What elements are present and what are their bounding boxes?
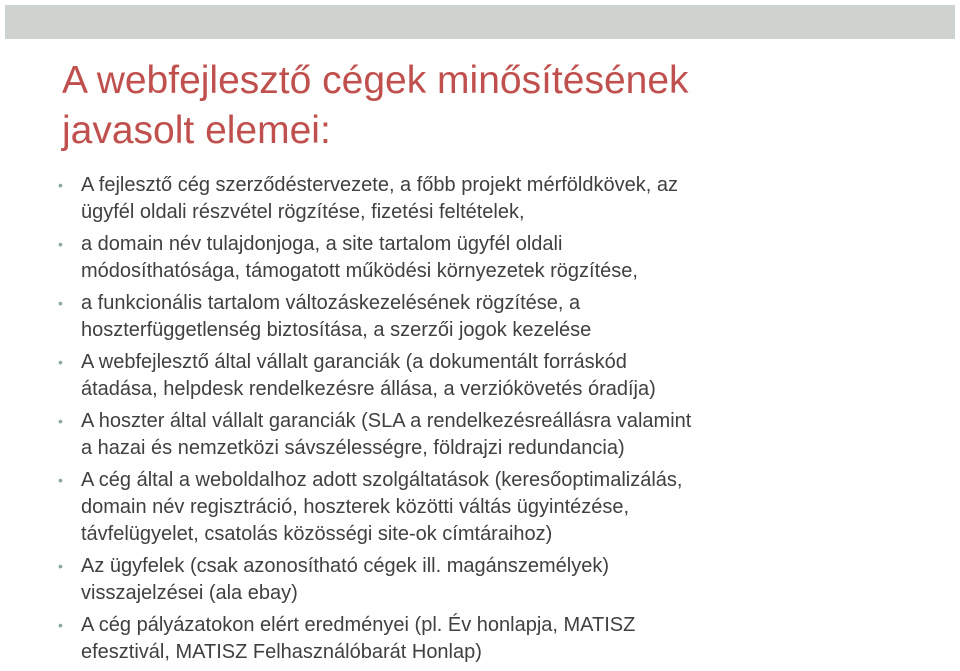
- bullet-text-line: A fejlesztő cég szerződéstervezete, a főbb projekt mérföldkövek, az: [81, 174, 678, 196]
- bullet-item: [58, 290, 918, 344]
- bullet-marker: •: [58, 472, 63, 488]
- bullet-item: [58, 408, 918, 462]
- bullet-text-line: a hazai és nemzetközi sávszélességre, földrajzi redundancia): [81, 437, 625, 459]
- bullet-text-line: átadása, helpdesk rendelkezésre állása, a verziókövetés óradíja): [81, 378, 656, 400]
- bullet-item: [58, 612, 918, 666]
- bullet-text-line: A cég pályázatokon elért eredményei (pl. Év honlapja, MATISZ: [81, 614, 636, 636]
- bullet-text-line: domain név regisztráció, hoszterek közötti váltás ügyintézése,: [81, 496, 630, 518]
- bullet-item: [58, 553, 918, 607]
- bullet-text-line: módosíthatósága, támogatott működési környezetek rögzítése,: [81, 260, 638, 282]
- bullet-item: [58, 172, 918, 226]
- bullet-marker: •: [58, 558, 63, 574]
- bullet-text-line: Az ügyfelek (csak azonosítható cégek ill. magánszemélyek): [81, 555, 610, 577]
- bullet-text-line: A hoszter által vállalt garanciák (SLA a rendelkezésreállásra valamint: [81, 410, 692, 432]
- slide-header-bar: [5, 5, 955, 39]
- slide-title: [62, 56, 922, 156]
- bullet-marker: •: [58, 177, 63, 193]
- bullet-text-line: a funkcionális tartalom változáskezelésének rögzítése, a: [81, 292, 581, 314]
- bullet-marker: •: [58, 236, 63, 252]
- bullet-list: [58, 172, 918, 671]
- bullet-text-line: távfelügyelet, csatolás közösségi site-ok címtáraihoz): [81, 523, 553, 545]
- bullet-marker: •: [58, 413, 63, 429]
- bullet-text-line: visszajelzései (ala ebay): [81, 582, 298, 604]
- bullet-item: [58, 349, 918, 403]
- bullet-item: [58, 467, 918, 548]
- bullet-text-line: efesztivál, MATISZ Felhasználóbarát Honlap): [81, 641, 482, 663]
- bullet-marker: •: [58, 295, 63, 311]
- bullet-item: [58, 231, 918, 285]
- bullet-text-line: hoszterfüggetlenség biztosítása, a szerzői jogok kezelése: [81, 319, 592, 341]
- bullet-text-line: A cég által a weboldalhoz adott szolgáltatások (keresőoptimalizálás,: [81, 469, 683, 491]
- bullet-marker: •: [58, 617, 63, 633]
- slide-title-line: javasolt elemei:: [62, 109, 331, 152]
- bullet-text-line: ügyfél oldali részvétel rögzítése, fizetési feltételek,: [81, 201, 525, 223]
- bullet-text-line: a domain név tulajdonjoga, a site tartalom ügyfél oldali: [81, 233, 563, 255]
- slide-title-line: A webfejlesztő cégek minősítésének: [62, 59, 689, 102]
- bullet-text-line: A webfejlesztő által vállalt garanciák (a dokumentált forráskód: [81, 351, 627, 373]
- bullet-marker: •: [58, 354, 63, 370]
